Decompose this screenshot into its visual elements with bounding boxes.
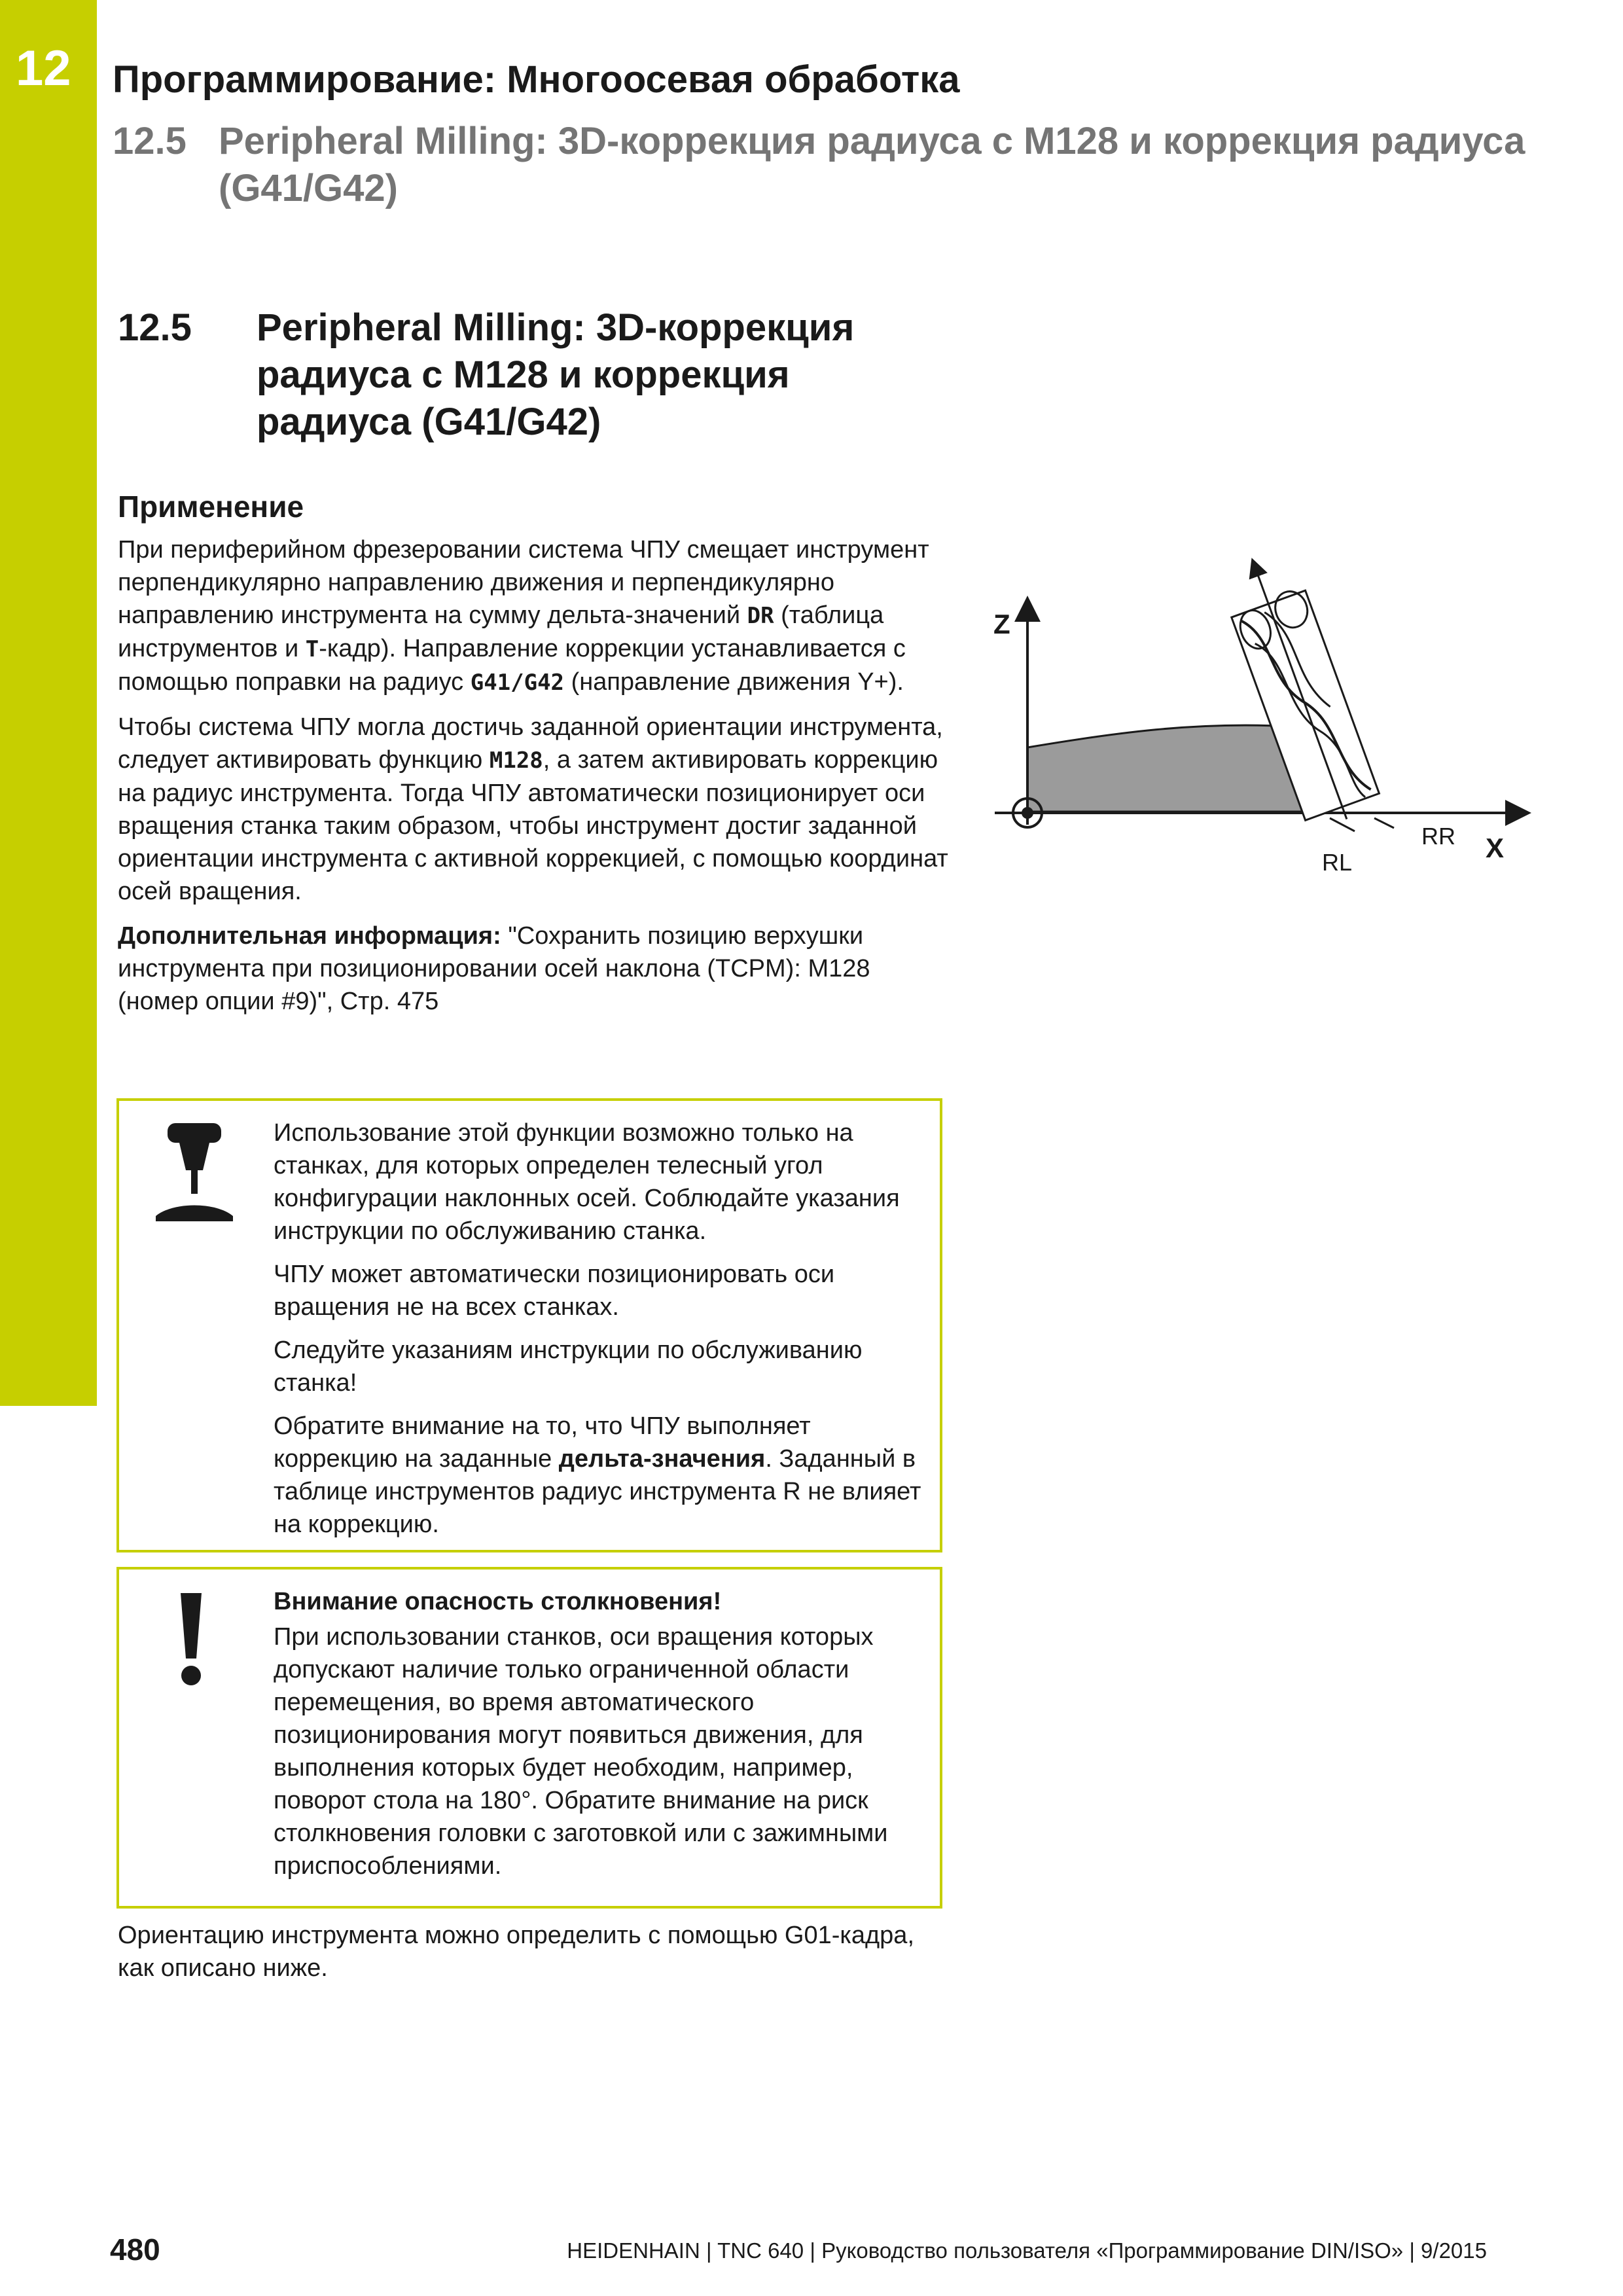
closing-text: Ориентацию инструмента можно определить с помощью G01-кадра, как описано ниже. [118,1922,915,1982]
machine-note-box [116,1098,942,1552]
running-header-section-title: Peripheral Milling: 3D-коррекция радиуса с M128 и коррекция радиуса (G41/G42) [219,120,1525,209]
running-header-section [113,118,1585,212]
code-dr: DR [747,603,774,629]
chapter-number: 12 [16,41,71,96]
code-g41-g42: G41/G42 [470,670,565,696]
body-text [118,533,949,1030]
rl-label: RL [1322,849,1353,876]
section-heading [118,304,969,446]
paragraph-2: Чтобы система ЧПУ могла достичь заданной ориентации инструмента, следует активировать функцию M128, а затем активировать коррекцию на радиус инструмента. Тогда ЧПУ автоматически позиционирует оси вращения станка таким образом, чтобы инструмент достиг заданной ориентации инструмента с активной коррекцией, с помощью координат осей вращения. [118,713,948,905]
footer-text: HEIDENHAIN | TNC 640 | Руководство пользователя «Программирование DIN/ISO» | 9/2015 [567,2238,1487,2263]
code-m128: M128 [489,747,543,774]
paragraph-1: При периферийном фрезеровании система ЧПУ смещает инструмент перпендикулярно направлению движения и перпендикулярно направлению инструмента на сумму дельта-значений DR (таблица инструментов и T-кадр). Направление коррекции устанавливается с помощью поправки на радиус G41/G42 (направление движения Y+). [118,536,929,696]
code-t: T [305,636,319,662]
section-number: 12.5 [118,306,192,349]
paragraph-3 [118,920,949,1018]
section-title: Peripheral Milling: 3D-коррекция радиуса с M128 и коррекция радиуса (G41/G42) [257,306,855,443]
exclamation-icon [171,1590,211,1689]
x-axis-label: X [1486,833,1505,863]
peripheral-milling-diagram [982,537,1544,903]
z-axis-label: Z [993,609,1010,639]
collision-warning-text [274,1585,924,1893]
subheading: Применение [118,490,304,524]
rr-label: RR [1421,823,1455,850]
running-header-section-number: 12.5 [113,120,187,162]
warning-body: При использовании станков, оси вращения которых допускают наличие только ограниченной области перемещения, во время автоматического позиционирования могут появиться движения, для выполнения которых будет необходим, например, поворот стола на 180°. Обратите внимание на риск столкновения головки с заготовкой или с зажимными приспособлениями. [274,1623,888,1880]
chapter-sidebar [0,0,97,1406]
collision-warning-box [116,1567,942,1909]
machine-note-text: Использование этой функции возможно только на станках, для которых определен телесный угол конфигурации наклонных осей. Соблюдайте указания инструкции по обслуживанию станка. ЧПУ может автоматически позиционировать оси вращения не на всех станках. Следуйте указаниям инструкции по обслуживанию станка! Обратите внимание на то, что ЧПУ выполняет коррекцию на заданные дельта-значения. Заданный в таблице инструментов радиус инструмента R не влияет на коррекцию. [274,1119,921,1538]
running-header-chapter: Программирование: Многоосевая обработка [113,58,960,101]
machine-icon [153,1118,236,1229]
warning-title: Внимание опасность столкновения! [274,1588,722,1615]
page-number: 480 [110,2233,160,2267]
more-info-link[interactable]: "Сохранить позицию верхушки инструмента при позиционировании осей наклона (TCPM): M128 (номер опции #9)", Стр. 475 [118,922,870,1015]
more-info-label: Дополнительная информация: [118,922,501,950]
